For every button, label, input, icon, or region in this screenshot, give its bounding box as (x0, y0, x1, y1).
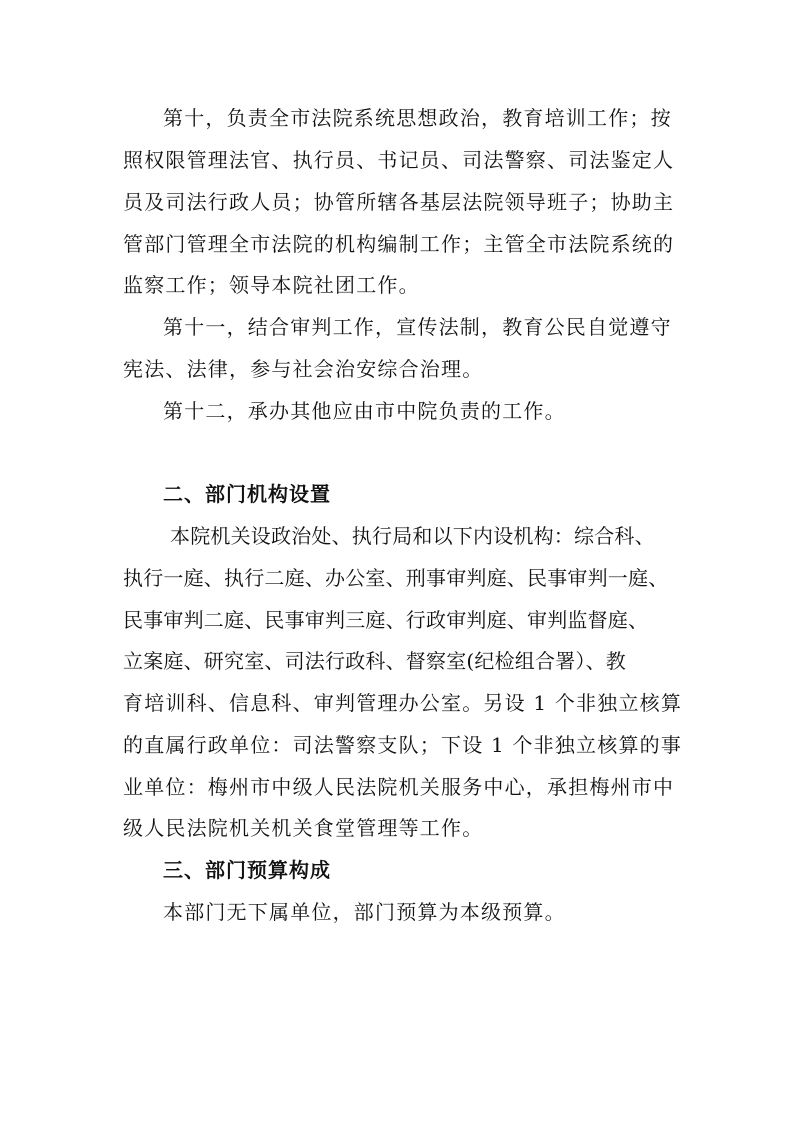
section-2-line-6: 的直属行政单位：司法警察支队；下设 1 个非独立核算的事 (123, 733, 683, 757)
section-2-line-3: 民事审判二庭、民事审判三庭、行政审判庭、审判监督庭、 (123, 608, 649, 632)
section-2-line-7: 业单位：梅州市中级人民法院机关服务中心，承担梅州市中 (123, 775, 675, 799)
section-2-line-5: 育培训科、信息科、审判管理办公室。另设 1 个非独立核算 (123, 691, 683, 715)
paragraph-10-line-5: 监察工作；领导本院社团工作。 (123, 273, 420, 297)
paragraph-11-line-2: 宪法、法律，参与社会治安综合治理。 (123, 357, 484, 381)
paragraph-11-line-1: 第十一，结合审判工作，宣传法制，教育公民自觉遵守 (163, 315, 672, 339)
section-2-heading: 二、部门机构设置 (163, 482, 331, 506)
section-2-line-4: 立案庭、研究室、司法行政科、督察室(纪检组合署）、教 (123, 649, 627, 673)
paragraph-10-line-3: 员及司法行政人员；协管所辖各基层法院领导班子；协助主 (123, 190, 675, 214)
paragraph-12-line-1: 第十二，承办其他应由市中院负责的工作。 (163, 399, 566, 423)
section-3-line-1: 本部门无下属单位，部门预算为本级预算。 (163, 900, 566, 924)
section-2-line-1: 本院机关设政治处、执行局和以下内设机构：综合科、 (170, 524, 655, 548)
paragraph-10-line-4: 管部门管理全市法院的机构编制工作；主管全市法院系统的 (123, 232, 675, 256)
section-2-line-2: 执行一庭、执行二庭、办公室、刑事审判庭、民事审判一庭、 (123, 566, 669, 590)
section-3-heading: 三、部门预算构成 (163, 858, 331, 882)
paragraph-10-line-1: 第十，负责全市法院系统思想政治，教育培训工作；按 (163, 106, 672, 130)
paragraph-10-line-2: 照权限管理法官、执行员、书记员、司法警察、司法鉴定人 (123, 148, 675, 172)
section-2-line-8: 级人民法院机关机关食堂管理等工作。 (123, 816, 484, 840)
